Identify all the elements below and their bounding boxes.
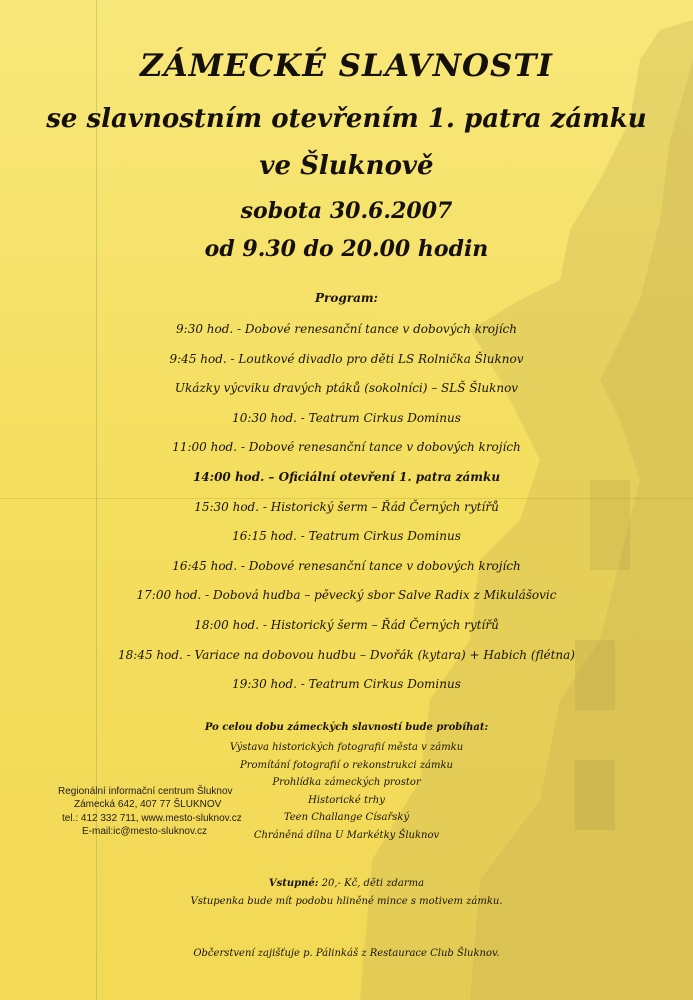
program-item: 16:45 hod. - Dobové renesanční tance v dobových krojích: [172, 558, 521, 573]
event-time: od 9.30 do 20.00 hodin: [204, 236, 489, 262]
activities-heading: Po celou dobu zámeckých slavností bude probíhat:: [204, 722, 489, 733]
program-item: 14:00 hod. – Oficiální otevření 1. patra zámku: [192, 469, 501, 484]
contact-organization: Regionální informační centrum Šluknov: [58, 786, 233, 797]
program-item: Ukázky výcviku dravých ptáků (sokolníci) – SLŠ Šluknov: [174, 381, 519, 396]
program-item: 18:00 hod. - Historický šerm – Řád Černých rytířů: [194, 617, 499, 632]
contact-block: [58, 785, 298, 838]
program-item: 15:30 hod. - Historický šerm – Řád Černých rytířů: [194, 499, 499, 514]
activity-item: Výstava historických fotografií města v zámku: [229, 742, 464, 753]
activity-item: Chráněná dílna U Markétky Šluknov: [253, 829, 440, 841]
program-item: 10:30 hod. - Teatrum Cirkus Dominus: [232, 410, 461, 425]
program-item: 16:15 hod. - Teatrum Cirkus Dominus: [232, 529, 461, 544]
contact-email: E-mail:ic@mesto-sluknov.cz: [82, 825, 207, 837]
ticket-note: Vstupenka bude mít podobu hliněné mince s motivem zámku.: [190, 896, 503, 907]
program-item: 19:30 hod. - Teatrum Cirkus Dominus: [232, 677, 461, 692]
poster-subtitle: se slavnostním otevřením 1. patra zámku: [46, 104, 647, 134]
program-item: 9:30 hod. - Dobové renesanční tance v dobových krojích: [176, 322, 517, 336]
program-label: Program:: [315, 291, 378, 305]
admission-label: Vstupné:: [268, 878, 319, 889]
poster-title: ZÁMECKÉ SLAVNOSTI: [140, 48, 553, 84]
program-item: 17:00 hod. - Dobová hudba – pěvecký sbor Salve Radix z Mikulášovic: [136, 588, 557, 603]
admission-line: [0, 878, 693, 889]
activity-item: Prohlídka zámeckých prostor: [272, 777, 421, 788]
program-item: 11:00 hod. - Dobové renesanční tance v dobových krojích: [172, 440, 521, 455]
activity-item: Historické trhy: [308, 794, 385, 806]
program-schedule: [0, 318, 693, 703]
contact-phone-web: tel.: 412 332 711, www.mesto-sluknov.cz: [62, 812, 242, 824]
activity-item: Promítání fotografií o rekonstrukci zámku: [240, 759, 453, 771]
admission-price: 20,- Kč, děti zdarma: [321, 878, 425, 889]
refreshments-note: Občerstvení zajišťuje p. Pálinkáš z Restaurace Club Šluknov.: [193, 948, 500, 959]
program-item: 9:45 hod. - Loutkové divadlo pro děti LS Rolnička Šluknov: [169, 351, 524, 366]
event-date: sobota 30.6.2007: [240, 198, 453, 224]
poster-place: ve Šluknově: [259, 151, 434, 181]
contact-address: Zámecká 642, 407 77 ŠLUKNOV: [74, 799, 222, 811]
program-item: 18:45 hod. - Variace na dobovou hudbu – Dvořák (kytara) + Habich (flétna): [118, 647, 575, 662]
activity-item: Teen Challange Císařský: [283, 812, 410, 823]
